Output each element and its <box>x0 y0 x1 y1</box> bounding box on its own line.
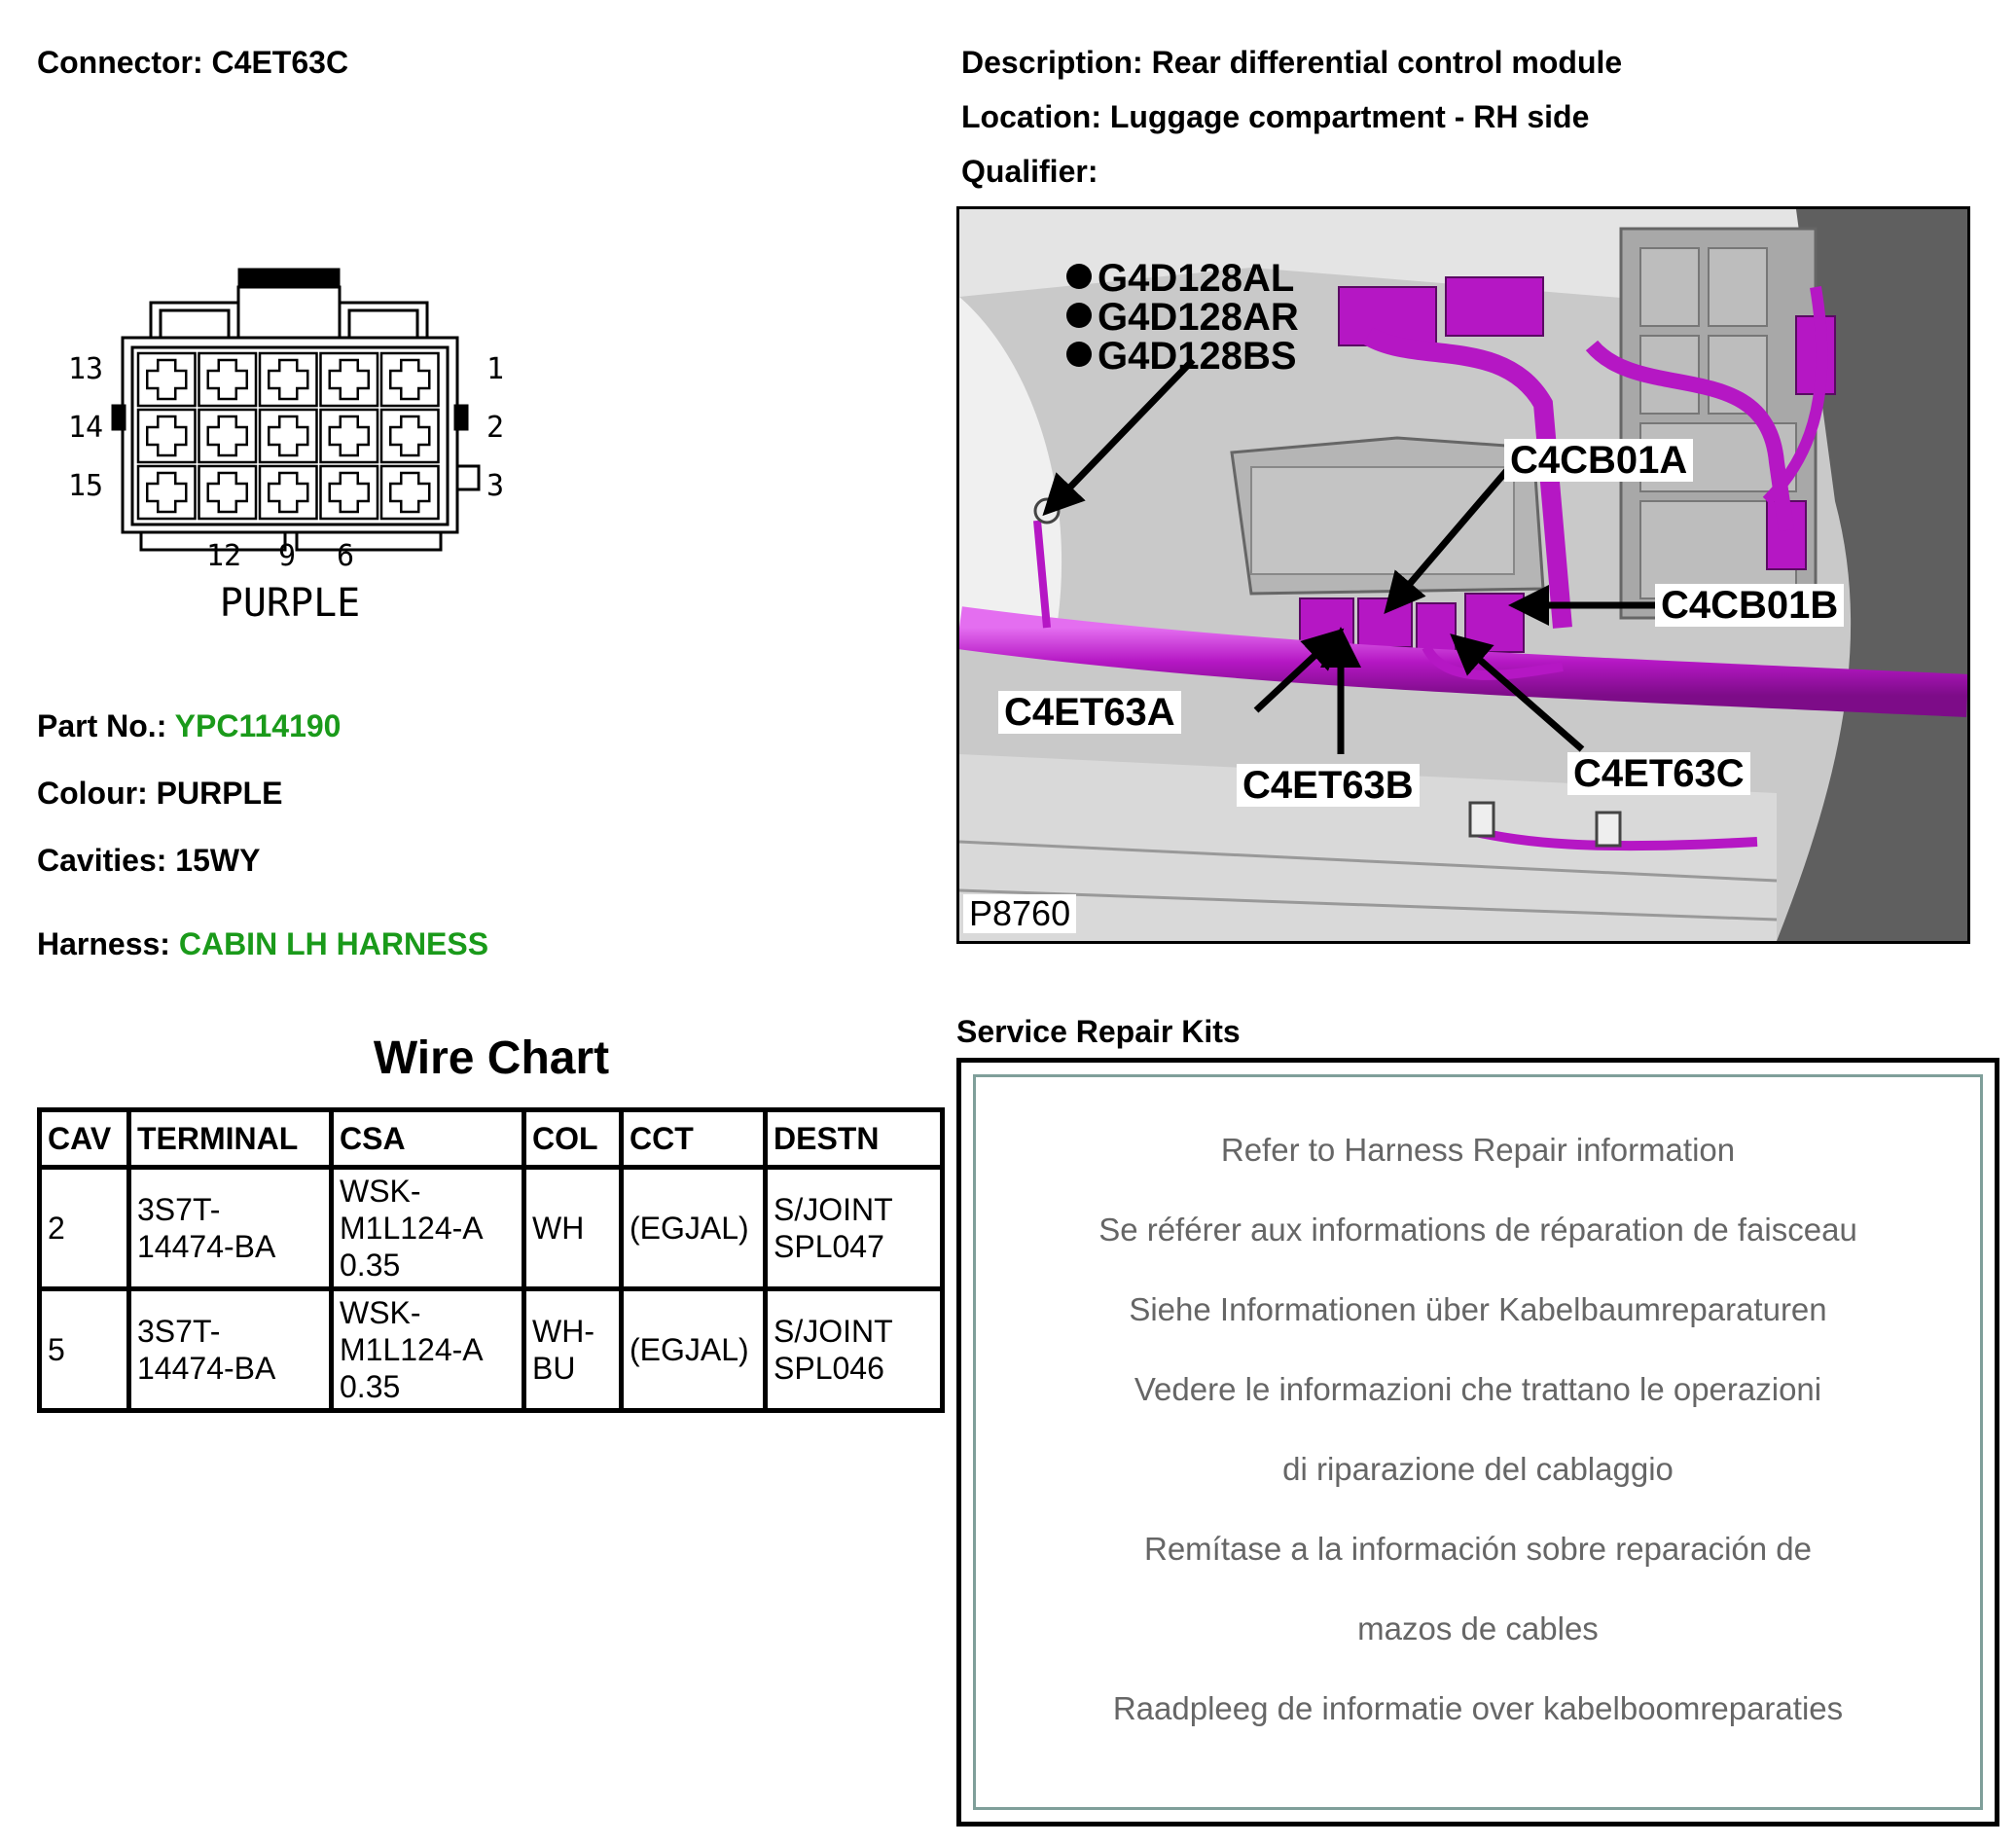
column-header-csa: CSA <box>332 1110 524 1168</box>
table-row <box>40 1289 943 1411</box>
connector-value: C4ET63C <box>211 45 349 80</box>
srk-line-de: Siehe Informationen über Kabelbaumreparaturen <box>1129 1291 1827 1327</box>
qualifier-line <box>961 152 1098 191</box>
cell-csa: WSK- M1L124-A 0.35 <box>332 1289 524 1411</box>
description-value: Rear differential control module <box>1151 45 1623 80</box>
harness-line <box>37 924 488 963</box>
terminal-cross <box>147 473 186 512</box>
callout-c4cb01a: C4CB01A <box>1504 439 1693 482</box>
wire-chart-title: Wire Chart <box>373 1032 610 1084</box>
table-row <box>40 1168 943 1289</box>
cell-col: WH- BU <box>524 1289 622 1411</box>
cavities-value: 15WY <box>175 843 261 878</box>
terminal-cross <box>330 360 369 399</box>
ground-label-g4d128bs: G4D128BS <box>1066 336 1297 377</box>
pin-label-2: 2 <box>486 411 505 445</box>
cell-terminal: 3S7T- 14474-BA <box>129 1168 332 1289</box>
callout-c4et63a: C4ET63A <box>998 691 1181 734</box>
terminal-cross <box>330 416 369 455</box>
harness-value[interactable]: CABIN LH HARNESS <box>178 926 489 961</box>
cell-csa: WSK- M1L124-A 0.35 <box>332 1168 524 1289</box>
colour-label: Colour: <box>37 776 148 811</box>
part-no-value[interactable]: YPC114190 <box>174 708 342 743</box>
description-line <box>961 43 1622 82</box>
column-header-col: COL <box>524 1110 622 1168</box>
part-no-label: Part No.: <box>37 708 167 743</box>
terminal-cross <box>390 360 429 399</box>
srk-line-es-2: mazos de cables <box>1357 1610 1599 1646</box>
cell-destn: S/JOINT SPL047 <box>766 1168 943 1289</box>
srk-line-it-2: di riparazione del cablaggio <box>1282 1451 1674 1487</box>
column-header-terminal: TERMINAL <box>129 1110 332 1168</box>
ground-label-g4d128ar: G4D128AR <box>1066 297 1299 338</box>
cavities-label: Cavities: <box>37 843 167 878</box>
callout-c4cb01b: C4CB01B <box>1655 584 1844 627</box>
service-repair-kits-title: Service Repair Kits <box>956 1014 1241 1049</box>
pin-label-13: 13 <box>68 352 104 386</box>
terminal-cross <box>390 416 429 455</box>
ground-dot-icon <box>1066 303 1092 328</box>
terminal-cross <box>269 360 307 399</box>
cell-cct: (EGJAL) <box>622 1289 766 1411</box>
location-value: Luggage compartment - RH side <box>1109 99 1590 134</box>
cell-cav: 5 <box>40 1289 129 1411</box>
terminal-cross <box>208 473 247 512</box>
wire-chart-table <box>37 1107 945 1413</box>
pin-label-1: 1 <box>486 352 505 386</box>
terminal-cross <box>208 416 247 455</box>
description-label: Description: <box>961 45 1143 80</box>
cell-cct: (EGJAL) <box>622 1168 766 1289</box>
cell-terminal: 3S7T- 14474-BA <box>129 1289 332 1411</box>
callout-c4et63c: C4ET63C <box>1567 752 1750 795</box>
terminal-cross <box>147 360 186 399</box>
location-label: Location: <box>961 99 1101 134</box>
connector-location-photo <box>956 206 1970 944</box>
pin-label-6: 6 <box>337 539 355 573</box>
location-line <box>961 97 1589 136</box>
callout-c4et63b: C4ET63B <box>1237 764 1420 807</box>
service-repair-kits-box <box>956 1058 1999 1827</box>
ground-label-g4d128al: G4D128AL <box>1066 258 1294 299</box>
terminal-cross <box>269 416 307 455</box>
photo-reference: P8760 <box>963 894 1076 933</box>
part-no-line <box>37 706 341 745</box>
wire-chart-header-row <box>40 1110 943 1168</box>
ground-dot-icon <box>1066 264 1092 289</box>
cavities-line <box>37 841 260 880</box>
connector-line <box>37 43 348 82</box>
connector-label: Connector: <box>37 45 203 80</box>
terminal-cross <box>269 473 307 512</box>
ground-dot-icon <box>1066 342 1092 367</box>
srk-line-fr: Se référer aux informations de réparation de faisceau <box>1098 1212 1857 1248</box>
cavity-grid <box>138 353 439 519</box>
srk-line-nl: Raadpleeg de informatie over kabelboomreparaties <box>1112 1690 1844 1726</box>
terminal-cross <box>147 416 186 455</box>
harness-label: Harness: <box>37 926 170 961</box>
column-header-cct: CCT <box>622 1110 766 1168</box>
pin-label-9: 9 <box>278 539 297 573</box>
terminal-cross <box>330 473 369 512</box>
terminal-cross <box>208 360 247 399</box>
connector-colour-label: PURPLE <box>219 581 361 626</box>
cell-col: WH <box>524 1168 622 1289</box>
qualifier-label: Qualifier: <box>961 154 1098 189</box>
srk-line-es-1: Remítase a la información sobre reparación de <box>1143 1531 1813 1567</box>
pin-label-3: 3 <box>486 469 505 503</box>
pin-label-12: 12 <box>206 539 242 573</box>
column-header-destn: DESTN <box>766 1110 943 1168</box>
colour-line <box>37 774 282 813</box>
terminal-cross <box>390 473 429 512</box>
srk-line-it-1: Vedere le informazioni che trattano le operazioni <box>1134 1371 1822 1407</box>
cell-cav: 2 <box>40 1168 129 1289</box>
locking-tab <box>239 270 339 287</box>
pin-label-15: 15 <box>68 469 104 503</box>
srk-line-en: Refer to Harness Repair information <box>1220 1132 1736 1168</box>
connector-face-diagram <box>49 258 516 628</box>
column-header-cav: CAV <box>40 1110 129 1168</box>
pin-label-14: 14 <box>68 411 104 445</box>
cell-destn: S/JOINT SPL046 <box>766 1289 943 1411</box>
service-repair-kits-panel <box>973 1074 1983 1810</box>
colour-value: PURPLE <box>156 776 283 811</box>
